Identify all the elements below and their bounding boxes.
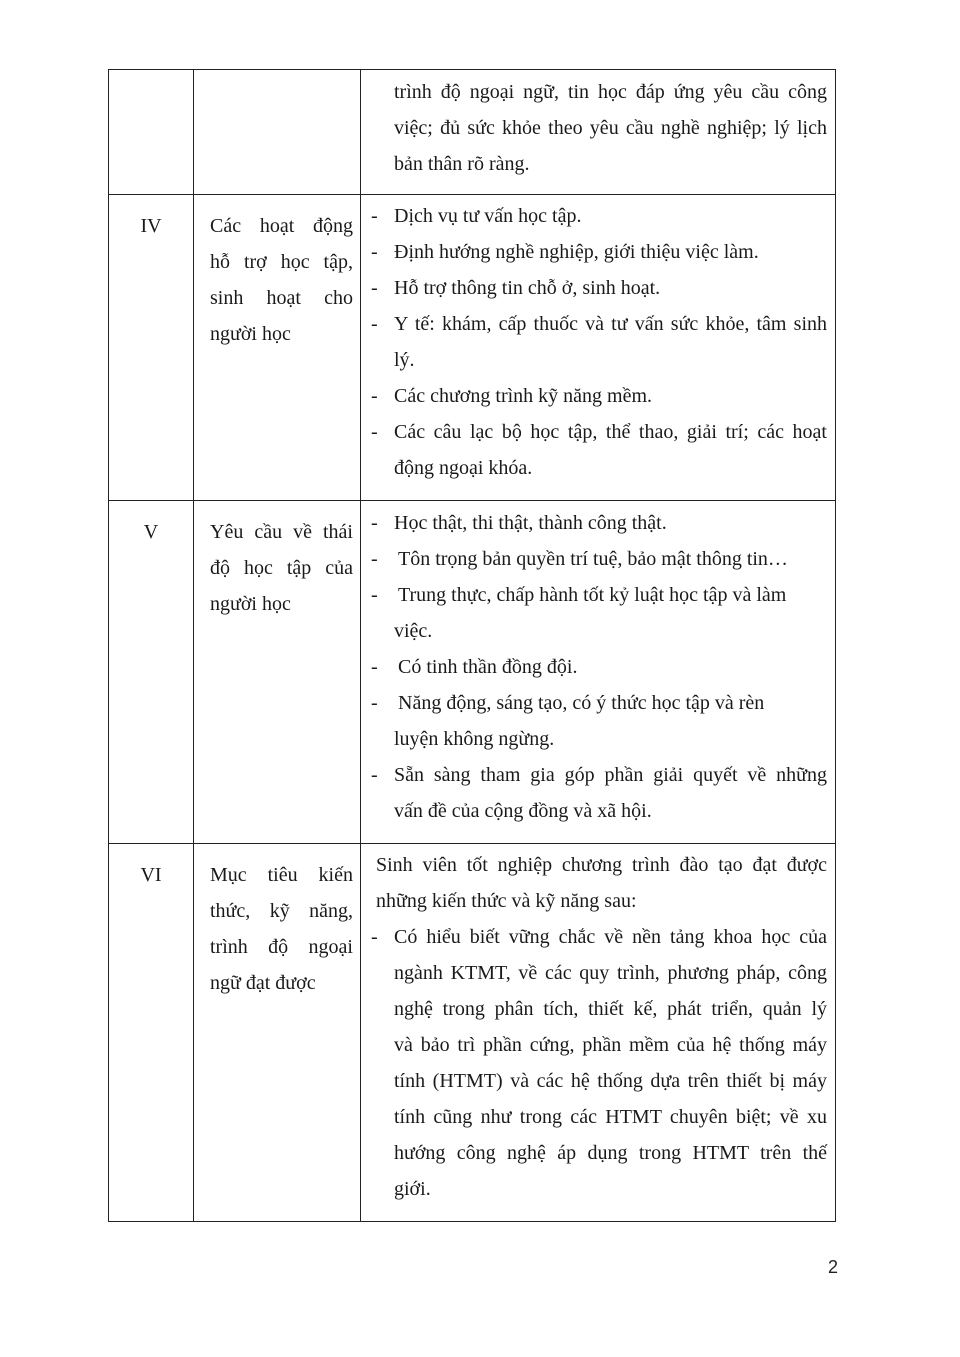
row-number: IV (140, 215, 162, 237)
row-title-line: người học (210, 593, 291, 615)
bullet-dash: - (371, 656, 378, 678)
row-content (360, 505, 835, 829)
content-line (360, 414, 835, 450)
row-title-line: trình độ ngoại (210, 936, 353, 958)
content-text: Y tế: khám, cấp thuốc và tư vấn sức khỏe, tâm sinh (394, 313, 827, 335)
content-text: lý. (394, 349, 415, 371)
bullet-dash: - (371, 764, 378, 786)
content-line (360, 505, 835, 541)
table-row (108, 195, 836, 501)
content-text: Học thật, thi thật, thành công thật. (394, 512, 667, 534)
bullet-dash: - (371, 385, 378, 407)
content-text: vấn đề của cộng đồng và xã hội. (394, 800, 652, 822)
bullet-dash: - (371, 241, 378, 263)
content-text: Tôn trọng bản quyền trí tuệ, bảo mật thông tin… (398, 548, 788, 570)
row-title-line: sinh hoạt cho (210, 287, 353, 309)
content-line (360, 1027, 835, 1063)
row-content (360, 74, 835, 182)
content-text: việc; đủ sức khỏe theo yêu cầu nghề nghiệp; lý lịch (394, 117, 827, 139)
content-line (360, 685, 835, 721)
content-text: và bảo trì phần cứng, phần mềm của hệ thống máy (394, 1034, 827, 1056)
content-text: hướng công nghệ áp dụng trong HTMT trên thế (394, 1142, 827, 1164)
content-line (360, 577, 835, 613)
content-line (360, 342, 835, 378)
content-text: Dịch vụ tư vấn học tập. (394, 205, 582, 227)
column-divider (193, 501, 194, 843)
content-line (360, 1063, 835, 1099)
table-row (108, 844, 836, 1222)
bullet-dash: - (371, 512, 378, 534)
content-line (360, 919, 835, 955)
row-content (360, 198, 835, 486)
content-line (360, 955, 835, 991)
content-text: tính (HTMT) và các hệ thống dựa trên thiết bị máy (394, 1070, 827, 1092)
content-line (360, 270, 835, 306)
row-title-line: Các hoạt động (210, 215, 353, 237)
content-text: Hỗ trợ thông tin chỗ ở, sinh hoạt. (394, 277, 661, 299)
content-line (360, 306, 835, 342)
content-line (360, 541, 835, 577)
row-title (210, 208, 353, 352)
row-title-line: ngữ đạt được (210, 972, 316, 994)
table-row (108, 69, 836, 195)
content-text: Các câu lạc bộ học tập, thể thao, giải trí; các hoạt (394, 421, 827, 443)
table-row (108, 501, 836, 844)
row-number: V (143, 521, 159, 543)
bullet-dash: - (371, 548, 378, 570)
intro-text-line: Sinh viên tốt nghiệp chương trình đào tạo đạt được (376, 854, 827, 876)
content-text: việc. (394, 620, 433, 642)
content-line (360, 1135, 835, 1171)
content-text: Năng động, sáng tạo, có ý thức học tập và rèn (398, 692, 765, 714)
content-line (360, 1171, 835, 1207)
row-title-line: hỗ trợ học tập, (210, 251, 353, 273)
content-line (360, 649, 835, 685)
content-line (360, 991, 835, 1027)
content-text: trình độ ngoại ngữ, tin học đáp ứng yêu cầu công (394, 81, 827, 103)
row-content (360, 847, 835, 1207)
content-line (360, 613, 835, 649)
column-divider (193, 70, 194, 194)
content-line (360, 1099, 835, 1135)
row-title-line: thức, kỹ năng, (210, 900, 353, 922)
row-number: VI (140, 864, 162, 886)
content-text: nghệ trong phân tích, thiết kế, phát triển, quản lý (394, 998, 827, 1020)
content-text: Sẵn sàng tham gia góp phần giải quyết về những (394, 764, 827, 786)
content-text: Định hướng nghề nghiệp, giới thiệu việc làm. (394, 241, 759, 263)
column-divider (193, 195, 194, 500)
content-text: tính cũng như trong các HTMT chuyên biệt; về xu (394, 1106, 827, 1128)
content-text: Có tinh thần đồng đội. (398, 656, 578, 678)
content-text: Trung thực, chấp hành tốt kỷ luật học tập và làm (398, 584, 787, 606)
content-text: giới. (394, 1178, 431, 1200)
row-title (210, 857, 353, 1001)
bullet-dash: - (371, 205, 378, 227)
bullet-dash: - (371, 926, 378, 948)
content-text: Có hiểu biết vững chắc về nền tảng khoa học của (394, 926, 827, 948)
bullet-dash: - (371, 277, 378, 299)
content-line (360, 793, 835, 829)
content-line (360, 110, 835, 146)
intro-text-line: những kiến thức và kỹ năng sau: (376, 890, 637, 912)
row-title-line: người học (210, 323, 291, 345)
column-divider (193, 844, 194, 1221)
content-text: Các chương trình kỹ năng mềm. (394, 385, 653, 407)
content-line (360, 450, 835, 486)
row-title-line: Mục tiêu kiến (210, 864, 353, 886)
bullet-dash: - (371, 692, 378, 714)
content-line (360, 234, 835, 270)
bullet-dash: - (371, 584, 378, 606)
page-number: 2 (828, 1257, 839, 1277)
program-table (108, 69, 836, 1222)
bullet-dash: - (371, 421, 378, 443)
content-line (360, 198, 835, 234)
bullet-dash: - (371, 313, 378, 335)
content-text: động ngoại khóa. (394, 457, 533, 479)
content-line (360, 721, 835, 757)
row-title (210, 514, 353, 622)
content-text: bản thân rõ ràng. (394, 153, 530, 175)
content-text: ngành KTMT, về các quy trình, phương pháp, công (394, 962, 827, 984)
row-title-line: Yêu cầu về thái (210, 521, 353, 543)
content-line (360, 74, 835, 110)
content-line (360, 146, 835, 182)
content-line (360, 757, 835, 793)
content-line (360, 378, 835, 414)
content-text: luyện không ngừng. (394, 728, 555, 750)
row-title-line: độ học tập của (210, 557, 353, 579)
